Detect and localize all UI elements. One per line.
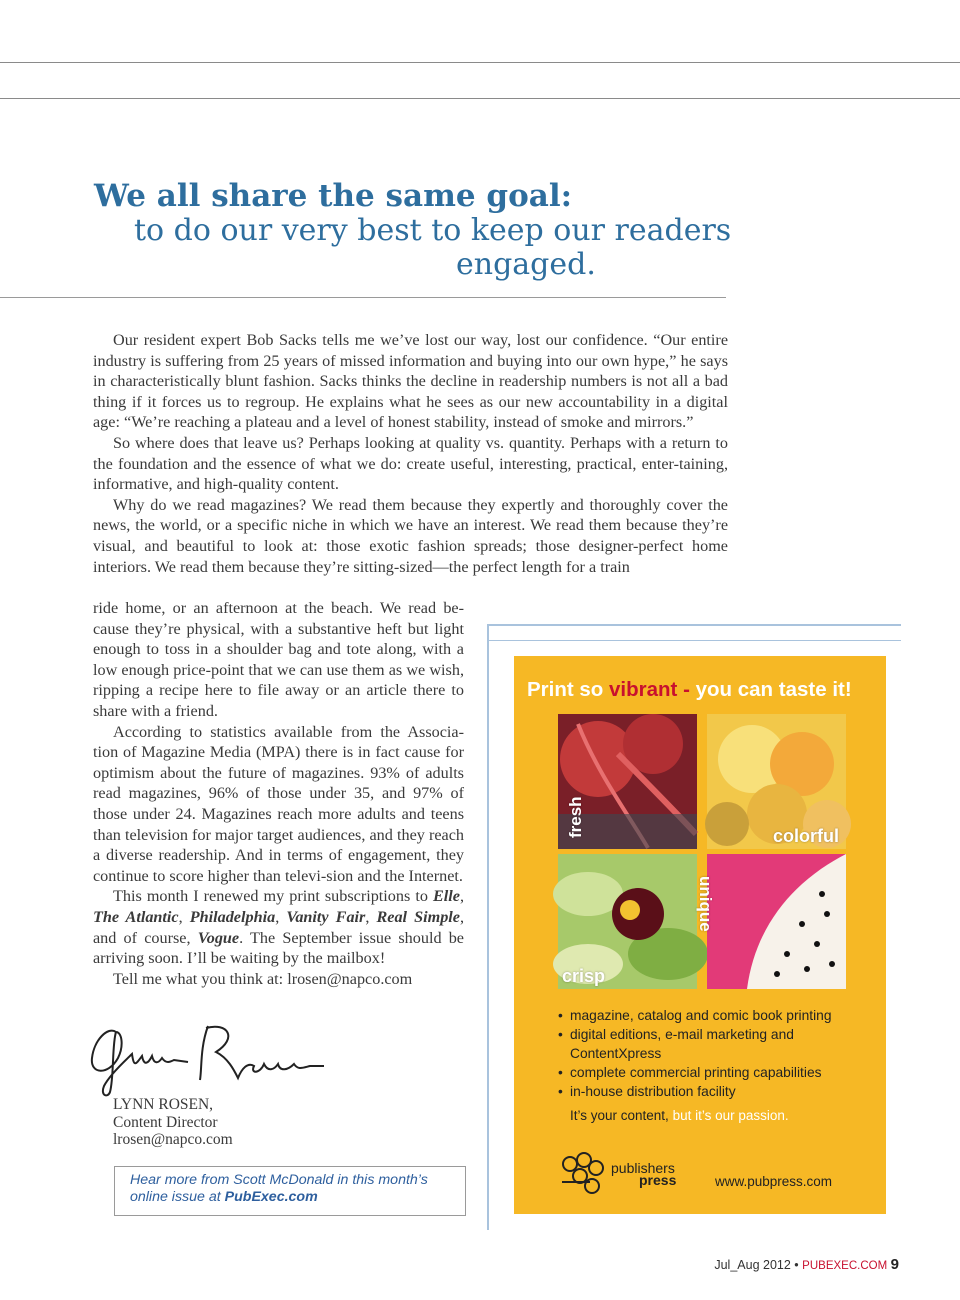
ad-services-list (558, 1006, 878, 1101)
magazine-vogue: Vogue (197, 928, 240, 947)
tile-label-fresh: fresh (566, 796, 585, 838)
magazine-philadelphia: Philadelphia (189, 907, 276, 926)
ad-tagline: It’s your content, but it’s our passion. (570, 1108, 789, 1123)
paragraph-4: According to statistics available from the Associa-tion of Magazine Media (MPA) there is in fact cause for optimism about the future of magazines. 93% of adults read magazines, 96% of those under 35, and 97% of those under 24. Magazines reach more adults and teens than television for major target audiences, and they reach a diverse readership. And in terms of engagement, they continue to score higher than televi-sion and the Internet. (93, 722, 464, 885)
publishers-press-wordmark: publishers press (611, 1160, 677, 1188)
magazine-real-simple: Real Simple (376, 907, 460, 926)
issue-date: Jul_Aug 2012 (714, 1258, 791, 1272)
tile-grapes-image (707, 714, 846, 849)
promo-link[interactable]: PubExec.com (224, 1189, 318, 1205)
top-rule (0, 62, 960, 63)
tile-label-crisp: crisp (562, 966, 606, 986)
list-item: • complete commercial printing capabilities (558, 1063, 878, 1082)
ad-frame-line-top-2 (487, 640, 901, 641)
page-footer (714, 1256, 899, 1273)
tile-lobster-image (558, 714, 697, 849)
ad-headline: Print so vibrant - you can taste it! (527, 678, 852, 701)
headline-line-1: We all share the same goal: (94, 178, 573, 214)
article-full-width (93, 330, 728, 577)
ad-frame-line (487, 624, 489, 1230)
paragraph-3-start: Why do we read magazines? We read them because they expertly and thoroughly cover the news, the world, or a specific niche in which we have an interest. We read them because they’re visual, and beautiful to look at: those exotic fashion spreads; those designer-perfect home interiors. We read them because they’re sitting-sized—the perfect length for a train (93, 495, 728, 576)
ad-frame-line-top (487, 624, 901, 626)
ad-website[interactable]: www.pubpress.com (715, 1174, 833, 1189)
list-item: • in-house distribution facility (558, 1082, 878, 1101)
signature-block (113, 1096, 233, 1149)
magazine-atlantic: The Atlantic (93, 907, 179, 926)
top-rule-2 (0, 98, 960, 99)
paragraph-6: Tell me what you think at: lrosen@napco.com (113, 969, 413, 988)
tile-dragonfruit-image (696, 854, 846, 989)
tile-label-colorful: colorful (773, 826, 839, 846)
footer-bullet: • (794, 1258, 799, 1272)
promo-text: Hear more from Scott McDonald in this month’s online issue at (130, 1172, 428, 1205)
author-name: LYNN ROSEN, (113, 1096, 214, 1113)
paragraph-2: So where does that leave us? Perhaps looking at quality vs. quantity. Perhaps with a return to the foundation and the essence of what we do: create useful, interesting, practical, enter-taining, informative, and high-quality content. (93, 433, 728, 494)
tile-salad-image (558, 854, 697, 989)
footer-site[interactable]: PUBEXEC.COM (802, 1260, 888, 1272)
headline-line-3: engaged. (456, 247, 596, 282)
publishers-press-advertisement (514, 656, 886, 1214)
headline-line-2: to do our very best to keep our readers (134, 213, 732, 248)
headline-rule (0, 297, 726, 298)
tile-label-unique: unique (696, 876, 715, 932)
online-promo-box (114, 1166, 466, 1216)
page-number: 9 (890, 1256, 899, 1273)
author-email: lrosen@napco.com (113, 1131, 233, 1148)
headline (94, 178, 734, 282)
paragraph-1: Our resident expert Bob Sacks tells me we’ve lost our way, lost our confidence. “Our entire industry is suffering from 25 years of missed information and buying into our own hype,” he says in characteristically blunt fashion. Sacks thinks the decline in readership numbers is not all a bad thing if it forces us to regroup. He explains what he sees as our new accountability in a digital age: “We’re reaching a plateau and a level of honest stability, instead of smoke and mirrors.” (93, 331, 728, 432)
list-item: • magazine, catalog and comic book printing (558, 1006, 878, 1025)
author-title: Content Director (113, 1113, 218, 1131)
article-column (93, 598, 464, 989)
list-item: • digital editions, e-mail marketing and ContentXpress (558, 1025, 878, 1063)
magazine-vanity-fair: Vanity Fair (286, 907, 366, 926)
signature-image (88, 1018, 328, 1100)
paragraph-3-continued: ride home, or an afternoon at the beach. We read be-cause they’re physical, with a substantive heft but light enough to toss in a shoulder bag and tote along, with a low enough price-point that we can use them as we wish, ripping a recipe here to file away or an article there to share with a friend. (93, 599, 464, 720)
publishers-press-logo-icon (560, 1152, 608, 1196)
magazine-elle: Elle (432, 887, 460, 906)
paragraph-5: This month I renewed my print subscriptions to Elle, The Atlantic, Philadelphia, Vanity Fair, Real Simple, and of course, Vogue. The September issue should be arriving soon. I’ll be waiting by the mailbox! (93, 887, 465, 968)
